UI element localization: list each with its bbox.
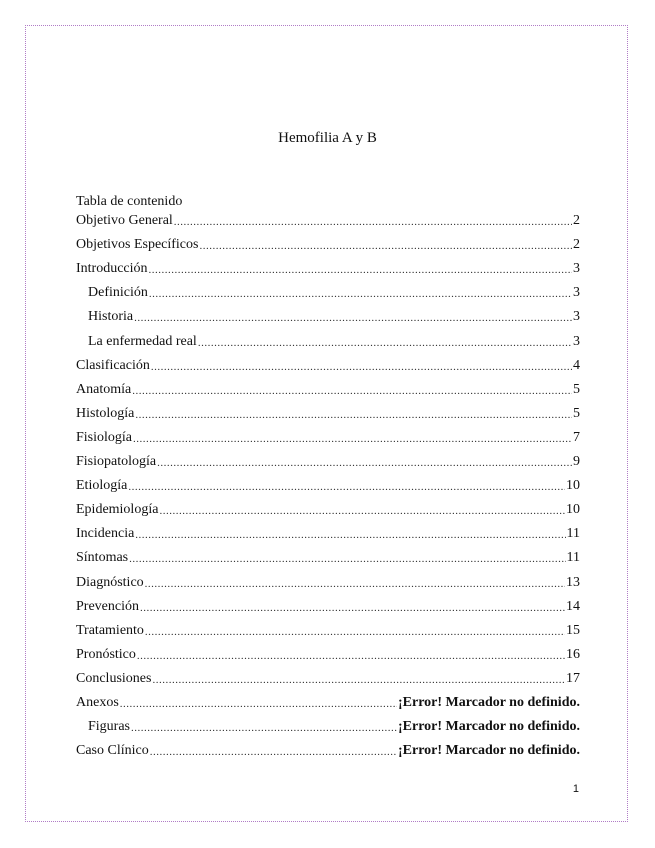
toc-entry-label: Anexos (76, 694, 119, 710)
toc-leader-dots (149, 287, 572, 301)
toc-leader-dots (128, 480, 565, 494)
toc-entry[interactable] (76, 404, 580, 428)
toc-entry-page: 14 (566, 598, 580, 614)
toc-entry[interactable] (76, 669, 580, 693)
toc-leader-dots (151, 360, 572, 374)
toc-entry-page: 5 (573, 381, 580, 397)
toc-entry[interactable] (76, 307, 580, 331)
toc-entry-page: 17 (566, 670, 580, 686)
toc-entry-label: Epidemiología (76, 502, 159, 518)
toc-entry[interactable] (76, 548, 580, 572)
page-number: 1 (572, 783, 579, 795)
toc-entry[interactable] (76, 356, 580, 380)
toc-entry-page: 3 (573, 333, 580, 349)
toc-leader-dots (145, 577, 565, 591)
toc-leader-dots (199, 239, 572, 253)
toc-entry-label: Diagnóstico (76, 574, 144, 590)
toc-leader-dots (152, 673, 565, 687)
toc-leader-dots (134, 311, 572, 325)
toc-entry-page: ¡Error! Marcador no definido. (398, 719, 580, 735)
toc-entry[interactable] (76, 452, 580, 476)
toc-entry[interactable] (76, 597, 580, 621)
toc-entry-label: Objetivos Específicos (76, 237, 199, 253)
toc-entry-label: Fisiopatología (76, 454, 157, 470)
toc-entry-page: ¡Error! Marcador no definido. (398, 743, 580, 759)
toc-leader-dots (133, 432, 572, 446)
toc-entry-label: Clasificación (76, 357, 150, 373)
toc-entry-page: 3 (573, 309, 580, 325)
toc-entry[interactable] (76, 693, 580, 717)
toc-leader-dots (135, 528, 565, 542)
toc-heading: Tabla de contenido (76, 194, 183, 209)
toc-entry-label: Anatomía (76, 381, 132, 397)
toc-entry-label: Histología (76, 405, 135, 421)
toc-entry-page: 2 (573, 213, 580, 229)
toc-entry-label: Síntomas (76, 550, 129, 566)
toc-entry[interactable] (76, 717, 580, 741)
toc-entry[interactable] (76, 235, 580, 259)
toc-leader-dots (198, 336, 572, 350)
toc-leader-dots (135, 408, 572, 422)
toc-entry-label: Objetivo General (76, 213, 173, 229)
toc-entry-label: Conclusiones (76, 670, 152, 686)
toc-entry-label: Incidencia (76, 526, 135, 542)
toc-entry-page: 3 (573, 261, 580, 277)
toc-entry[interactable] (76, 380, 580, 404)
toc-entry-page: 5 (573, 405, 580, 421)
toc-leader-dots (157, 456, 572, 470)
toc-entry[interactable] (76, 572, 580, 596)
toc-entry[interactable] (76, 476, 580, 500)
toc-entry-label: La enfermedad real (88, 333, 197, 349)
toc-leader-dots (140, 601, 565, 615)
toc-entry-page: 3 (573, 285, 580, 301)
toc-entry-page: 16 (566, 646, 580, 662)
toc-entry-label: Figuras (88, 719, 130, 735)
toc-entry[interactable] (76, 259, 580, 283)
table-of-contents (76, 211, 580, 765)
toc-entry-page: 7 (573, 429, 580, 445)
toc-entry-label: Prevención (76, 598, 139, 614)
document-title: Hemofilia A y B (278, 130, 377, 146)
toc-entry-page: 13 (566, 574, 580, 590)
toc-leader-dots (131, 721, 397, 735)
toc-entry-label: Historia (88, 309, 134, 325)
toc-leader-dots (129, 552, 565, 566)
toc-entry-page: 15 (566, 622, 580, 638)
toc-leader-dots (132, 384, 572, 398)
toc-entry-page: 2 (573, 237, 580, 253)
toc-leader-dots (149, 263, 572, 277)
toc-entry[interactable] (76, 500, 580, 524)
toc-entry-page: 11 (566, 526, 580, 542)
toc-entry-label: Introducción (76, 261, 148, 277)
toc-entry[interactable] (76, 621, 580, 645)
toc-leader-dots (145, 625, 565, 639)
toc-entry-label: Etiología (76, 478, 128, 494)
toc-entry[interactable] (76, 741, 580, 765)
toc-entry[interactable] (76, 645, 580, 669)
toc-leader-dots (174, 215, 572, 229)
toc-entry-page: 10 (566, 502, 580, 518)
toc-entry-label: Caso Clínico (76, 743, 149, 759)
toc-entry[interactable] (76, 524, 580, 548)
toc-leader-dots (159, 504, 565, 518)
toc-entry-page: 4 (573, 357, 580, 373)
toc-entry-label: Definición (88, 285, 148, 301)
toc-leader-dots (120, 697, 397, 711)
toc-entry[interactable] (76, 428, 580, 452)
toc-leader-dots (150, 745, 397, 759)
toc-entry-page: 10 (566, 478, 580, 494)
toc-entry[interactable] (76, 331, 580, 355)
toc-entry[interactable] (76, 211, 580, 235)
toc-entry-label: Pronóstico (76, 646, 136, 662)
toc-entry-page: 11 (566, 550, 580, 566)
toc-entry[interactable] (76, 283, 580, 307)
toc-entry-page: ¡Error! Marcador no definido. (398, 694, 580, 710)
toc-entry-label: Tratamiento (76, 622, 144, 638)
toc-entry-label: Fisiología (76, 429, 133, 445)
toc-entry-page: 9 (573, 454, 580, 470)
toc-leader-dots (137, 649, 565, 663)
